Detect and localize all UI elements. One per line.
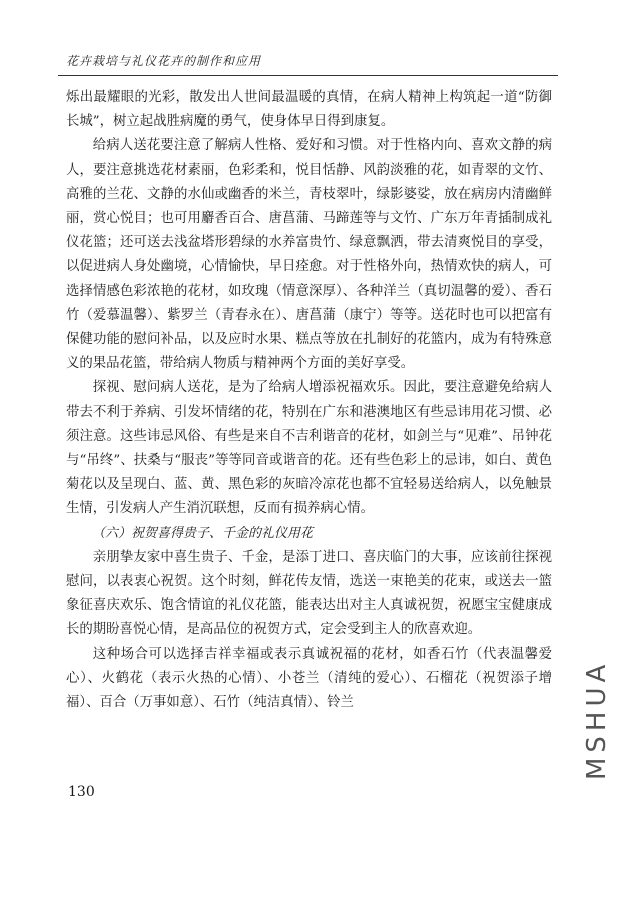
header-rule	[58, 75, 558, 76]
watermark-text: MSHUA	[582, 659, 612, 780]
paragraph-continuation: 烁出最耀眼的光彩，散发出人世间最温暖的真情，在病人精神上构筑起一道“防御长城”，树立起战胜病魔的勇气，使身体早日得到康复。	[66, 90, 552, 130]
running-header: 花卉栽培与礼仪花卉的制作和应用	[66, 54, 262, 68]
paragraph-patient-personality: 给病人送花要注意了解病人性格、爱好和习惯。对于性格内向、喜欢文静的病人，要注意挑选花材素丽，色彩柔和，悦目恬静、风韵淡雅的花，如青翠的文竹、高雅的兰花、文静的水仙或幽香的米兰，青枝翠叶，绿影婆娑，放在病房内清幽鲜丽，赏心悦目；也可用麝香百合、唐菖蒲、马蹄莲等与文竹、广东万年青插制成礼仪花篮；还可送去浅盆塔形碧绿的水养富贵竹、绿意飘洒，带去清爽悦目的享受，以促进病人身处幽境，心情愉快，早日痊愈。对于性格外向，热情欢快的病人，可选择情感色彩浓艳的花材，如玫瑰（情意深厚）、各种洋兰（真切温馨的爱）、香石竹（爱慕温馨）、紫罗兰（青春永在）、唐菖蒲（康宁）等等。送花时也可以把富有保健功能的慰问补品，以及应时水果、糕点等放在扎制好的花篮内，成为有特殊意义的果品花篮，带给病人物质与精神两个方面的美好享受。	[66, 138, 552, 372]
paragraph-flower-choices: 这种场合可以选择吉祥幸福或表示真诚祝福的花材，如香石竹（代表温馨爱心）、火鹤花（表示火热的心情）、小苍兰（清纯的爱心）、石榴花（祝贺添子增福）、百合（万事如意）、石竹（纯洁真情）、铃兰	[66, 646, 552, 711]
page-number: 130	[68, 784, 95, 800]
page-body	[66, 86, 552, 715]
paragraph-flower-taboos: 探视、慰问病人送花，是为了给病人增添祝福欢乐。因此，要注意避免给病人带去不利于养病、引发坏情绪的花，特别在广东和港澳地区有些忌讳用花习惯、必须注意。这些讳忌风俗、有些是来自不吉利谐音的花材，如剑兰与“见难”、吊钟花与“吊终”、扶桑与“服丧”等等同音或谐音的花。还有些色彩上的忌讳，如白、黄色菊花以及呈现白、蓝、黄、黑色彩的灰暗冷凉花也都不宜轻易送给病人，以免触景生情，引发病人产生消沉联想，反而有损养病心情。	[66, 380, 552, 517]
paragraph-newborn-congrats: 亲朋挚友家中喜生贵子、千金，是添丁进口、喜庆临门的大事，应该前往探视慰问，以表衷心祝贺。这个时刻，鲜花传友情，选送一束艳美的花束，或送去一篮象征喜庆欢乐、饱含情谊的礼仪花篮，能表达出对主人真诚祝贺，祝愿宝宝健康成长的期盼喜悦心情，是高品位的祝贺方式，定会受到主人的欣喜欢迎。	[66, 549, 552, 638]
section-subheading: （六）祝贺喜得贵子、千金的礼仪用花	[92, 525, 314, 541]
